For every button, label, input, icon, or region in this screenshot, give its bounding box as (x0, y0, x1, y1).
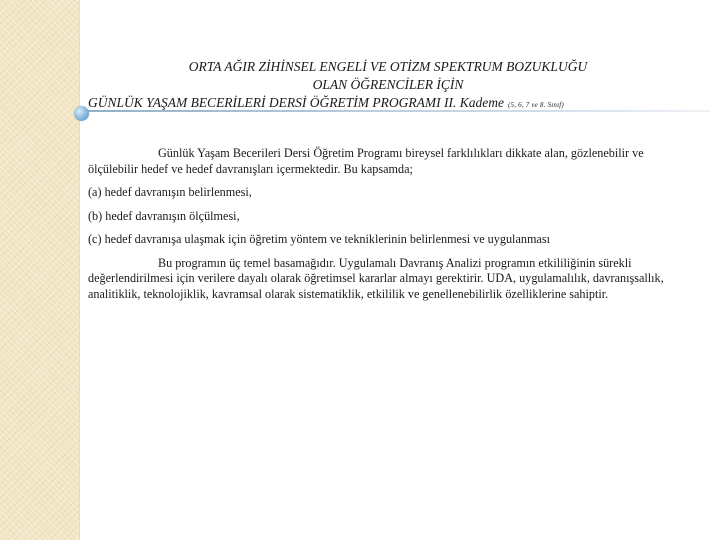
intro-paragraph: Günlük Yaşam Becerileri Dersi Öğretim Programı bireysel farklılıkları dikkate alan, gözlenebilir ve ölçülebilir hedef ve hedef davranışları içermektedir. Bu kapsamda; (88, 146, 644, 176)
closing-paragraph: Bu programın üç temel basamağıdır. Uygulamalı Davranış Analizi programın etkililiğinin sürekli değerlendirilmesi için verilere dayalı olarak öğretimsel kararlar almayı gerektirir. UDA, uygulamalılık, davranışsallık, analitiklik, teknolojiklik, kavramsal olarak sistematiklik, etkililik ve genellenebilirlik özelliklerine sahiptir. (88, 255, 664, 301)
title-line-2: OLAN ÖĞRENCİLER İÇİN (312, 77, 464, 92)
title-grade-note: (5, 6, 7 ve 8. Sınıf) (507, 101, 564, 109)
decorative-side-band (0, 0, 79, 540)
side-band-edge (79, 0, 80, 540)
title-line-3-text: GÜNLÜK YAŞAM BECERİLERİ DERSİ ÖĞRETİM PROGRAMI II. Kademe (88, 95, 504, 110)
title-divider (80, 110, 710, 112)
page-title (88, 58, 708, 114)
divider-bullet-icon (74, 106, 89, 121)
document-body (88, 146, 688, 310)
title-line-1: ORTA AĞIR ZİHİNSEL ENGELİ VE OTİZM SPEKTRUM BOZUKLUĞU (188, 59, 588, 74)
list-item-b: (b) hedef davranışın ölçülmesi, (88, 208, 240, 223)
list-item-c: (c) hedef davranışa ulaşmak için öğretim yöntem ve tekniklerinin belirlenmesi ve uygulanması (88, 232, 550, 246)
list-item-a: (a) hedef davranışın belirlenmesi, (88, 185, 252, 199)
